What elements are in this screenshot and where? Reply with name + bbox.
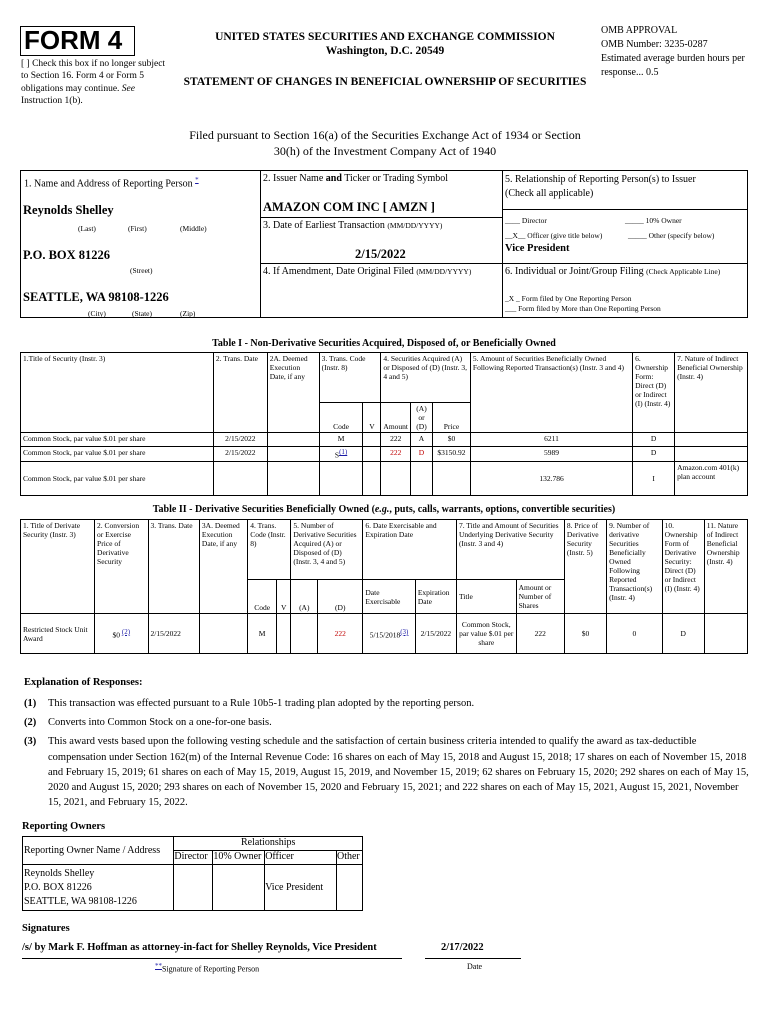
footnote-2-link[interactable]: (2) — [121, 627, 131, 636]
box4-label: 4. If Amendment, Date Original Filed (MM/DD/YYYY) — [263, 266, 472, 277]
t2-col-price: 8. Price of Derivative Security (Instr. 5) — [564, 520, 606, 614]
t1-sub-v: V — [363, 403, 381, 433]
t1-sub-amount: Amount — [381, 403, 411, 433]
t1-col-nature: 7. Nature of Indirect Beneficial Ownership (Instr. 4) — [675, 353, 748, 433]
box5-label: 5. Relationship of Reporting Person(s) to Issuer (Check all applicable) — [505, 174, 696, 199]
earliest-transaction-date: 2/15/2022 — [355, 247, 406, 261]
zip-label: (Zip) — [180, 309, 196, 318]
officer-title: Vice President — [505, 243, 570, 254]
t2-col-title: 1. Title of Derivate Security (Instr. 3) — [21, 520, 95, 614]
t2-col-underlying: 7. Title and Amount of Securities Underlying Derivative Security (Instr. 3 and 4) — [456, 520, 564, 580]
other-option[interactable]: _____ Other (specify below) — [628, 231, 715, 240]
table-row: Restricted Stock Unit Award $0 (2) 2/15/2022 M 222 5/15/2018(3) 2/15/2022 Common Stock, par value $.01 per share 222 $0 0 D — [21, 614, 748, 654]
explanation-title: Explanation of Responses: — [24, 677, 143, 688]
omb-number: OMB Number: 3235-0287 — [601, 39, 708, 50]
last-label: (Last) — [78, 224, 96, 233]
signature-line — [22, 958, 402, 959]
footnote-3-link[interactable]: (3) — [400, 627, 409, 636]
owners-col-director: Director — [174, 851, 213, 865]
statement-title: STATEMENT OF CHANGES IN BENEFICIAL OWNERSHIP OF SECURITIES — [183, 76, 587, 88]
t1-col-form: 6. Ownership Form: Direct (D) or Indirect (I) (Instr. 4) — [633, 353, 675, 433]
omb-burden: Estimated average burden hours per response... 0.5 — [601, 53, 745, 78]
grid-hline-3 — [260, 217, 502, 218]
t2-col-owned: 9. Number of derivative Securities Beneficially Owned Following Reported Transaction(s) (Instr. 4) — [607, 520, 663, 614]
explanation-item: (3) This award vests based upon the following vesting schedule and the satisfaction of certain business criteria intended to qualify the award as tax-deductible compensation under Section 162(m) of the Internal Revenue Code: 16 shares on each of May 15, 2018 and August 15, 2018; 17 shares on each of November 15, 2018 and February 15, 2019; 61 shares on each of May 15, 2019, August 15, 2019, and November 15, 2019; 62 shares on February 15, 2020; 292 shares on each of May 15, 2020 and August 15, 2020; 293 shares on each of November 15, 2020 and February 15, 2021; and 222 shares on each of May 15, 2021, August 15, 2021, November 15, 2021, and February 15, 2022. — [24, 736, 749, 809]
city-value: SEATTLE, WA 98108-1226 — [23, 290, 169, 304]
grid-hline-4 — [260, 263, 748, 264]
owners-col-ten-pct: 10% Owner — [213, 851, 265, 865]
table-row: Common Stock, par value $.01 per share 2/15/2022 M 222 A $0 6211 D — [21, 433, 748, 447]
omb-approval-title: OMB APPROVAL — [601, 25, 678, 36]
t2-sub-d: (D) — [318, 580, 363, 614]
agency-name: UNITED STATES SECURITIES AND EXCHANGE COMMISSION — [215, 31, 555, 43]
omb-approval — [601, 24, 761, 80]
grid-divider-2 — [502, 170, 503, 318]
t2-sub-expiration: Expiration Date — [415, 580, 456, 614]
t1-col-title: 1.Title of Security (Instr. 3) — [21, 353, 214, 433]
city-label: (City) — [88, 309, 106, 318]
t2-col-code: 4. Trans. Code (Instr. 8) — [248, 520, 291, 580]
first-label: (First) — [128, 224, 147, 233]
t1-sub-code: Code — [319, 403, 363, 433]
director-option[interactable]: ____ Director — [505, 216, 547, 225]
t2-sub-exercisable: Date Exercisable — [363, 580, 415, 614]
table1-title: Table I - Non-Derivative Securities Acquired, Disposed of, or Beneficially Owned — [212, 338, 556, 349]
signature-text: /s/ by Mark F. Hoffman as attorney-in-fact for Shelley Reynolds, Vice President — [22, 942, 377, 953]
box3-label: 3. Date of Earliest Transaction (MM/DD/YYYY) — [263, 220, 443, 231]
t1-col-owned: 5. Amount of Securities Beneficially Owned Following Reported Transaction(s) (Instr. 3 and 4) — [470, 353, 632, 433]
form-title: FORM 4 — [24, 25, 123, 55]
signature-footnote-link[interactable]: ** — [155, 962, 162, 970]
street-label: (Street) — [130, 266, 153, 275]
agency-location: Washington, D.C. 20549 — [325, 45, 445, 57]
signature-date-line — [425, 958, 521, 959]
box2-label: 2. Issuer Name and Ticker or Trading Symbol — [263, 173, 449, 184]
t1-col-acquired: 4. Securities Acquired (A) or Disposed of (D) (Instr. 3, 4 and 5) — [381, 353, 471, 403]
t2-col-deemed: 3A. Deemed Execution Date, if any — [199, 520, 247, 614]
table1 — [20, 352, 748, 496]
table2-title: Table II - Derivative Securities Beneficially Owned (e.g., puts, calls, warrants, options, convertible securities) — [152, 504, 616, 515]
owners-col-relationships: Relationships — [174, 837, 363, 851]
t2-col-number: 5. Number of Derivative Securities Acquired (A) or Disposed of (D) (Instr. 3, 4 and 5) — [291, 520, 363, 580]
state-label: (State) — [132, 309, 152, 318]
signature-label: **Signature of Reporting Person — [155, 962, 260, 974]
filing-one-person-option[interactable]: _X _ Form filed by One Reporting Person — [505, 294, 632, 303]
section16-checkbox-text[interactable]: [ ] Check this box if no longer subject to Section 16. Form 4 or Form 5 obligations may continue. See Instruction 1(b). — [21, 59, 166, 107]
table-row: Reynolds Shelley P.O. BOX 81226 SEATTLE, WA 98108-1226 Vice President — [23, 865, 363, 911]
owners-col-name: Reporting Owner Name / Address — [23, 837, 174, 865]
t2-sub-amount: Amount or Number of Shares — [516, 580, 564, 614]
t1-col-deemed: 2A. Deemed Execution Date, if any — [267, 353, 319, 433]
box6-label: 6. Individual or Joint/Group Filing (Check Applicable Line) — [505, 266, 721, 277]
signatures-title: Signatures — [22, 923, 70, 934]
t2-sub-a: (A) — [291, 580, 318, 614]
t1-sub-aord: (A) or (D) — [411, 403, 433, 433]
t1-sub-price: Price — [432, 403, 470, 433]
t2-sub-v: V — [277, 580, 291, 614]
t2-col-exercisable: 6. Date Exercisable and Expiration Date — [363, 520, 457, 580]
t2-sub-code: Code — [248, 580, 277, 614]
t2-sub-title: Title — [456, 580, 516, 614]
t2-col-nature: 11. Nature of Indirect Beneficial Ownership (Instr. 4) — [704, 520, 747, 614]
explanation-list — [24, 696, 754, 811]
table-row: Common Stock, par value $.01 per share 2/15/2022 S(1) 222 D $3150.92 5989 D — [21, 447, 748, 462]
middle-label: (Middle) — [180, 224, 207, 233]
street-value: P.O. BOX 81226 — [23, 248, 111, 262]
box1-label: 1. Name and Address of Reporting Person * — [24, 176, 199, 190]
t2-col-form: 10. Ownership Form of Derivative Security: Direct (D) or Indirect (I) (Instr. 4) — [662, 520, 704, 614]
t2-col-conversion: 2. Conversion or Exercise Price of Derivative Security — [95, 520, 148, 614]
filing-multi-person-option[interactable]: ___ Form filed by More than One Reporting Person — [505, 304, 661, 313]
t2-col-trans-date: 3. Trans. Date — [148, 520, 199, 614]
explanation-item: (1) This transaction was effected pursuant to a Rule 10b5-1 trading plan adopted by the reporting person. — [24, 698, 475, 709]
officer-option[interactable]: __X__ Officer (give title below) — [505, 231, 603, 240]
t1-col-trans-code: 3. Trans. Code (Instr. 8) — [319, 353, 381, 403]
reporting-person-name: Reynolds Shelley — [23, 203, 114, 217]
box1-footnote-link[interactable]: * — [195, 176, 199, 184]
owners-title: Reporting Owners — [22, 821, 106, 832]
explanation-item: (2) Converts into Common Stock on a one-for-one basis. — [24, 717, 272, 729]
owners-col-officer: Officer — [265, 851, 337, 865]
table-row: Common Stock, par value $.01 per share 132.786 I Amazon.com 401(k) plan account — [21, 461, 748, 495]
t1-col-trans-date: 2. Trans. Date — [213, 353, 267, 433]
ten-pct-owner-option[interactable]: _____ 10% Owner — [625, 216, 682, 225]
filed-pursuant: Filed pursuant to Section 16(a) of the Securities Exchange Act of 1934 or Section 30(h) of the Investment Company Act of 1940 — [189, 128, 581, 158]
grid-divider-1 — [260, 170, 261, 318]
signature-date: 2/17/2022 — [441, 942, 484, 953]
issuer-name: AMAZON COM INC [ AMZN ] — [263, 200, 435, 214]
grid-hline-5 — [502, 209, 748, 210]
owners-table — [22, 836, 363, 911]
owners-col-other: Other — [336, 851, 362, 865]
date-label: Date — [467, 962, 483, 971]
footnote-1-link[interactable]: (1) — [339, 448, 348, 456]
table2 — [20, 519, 748, 654]
